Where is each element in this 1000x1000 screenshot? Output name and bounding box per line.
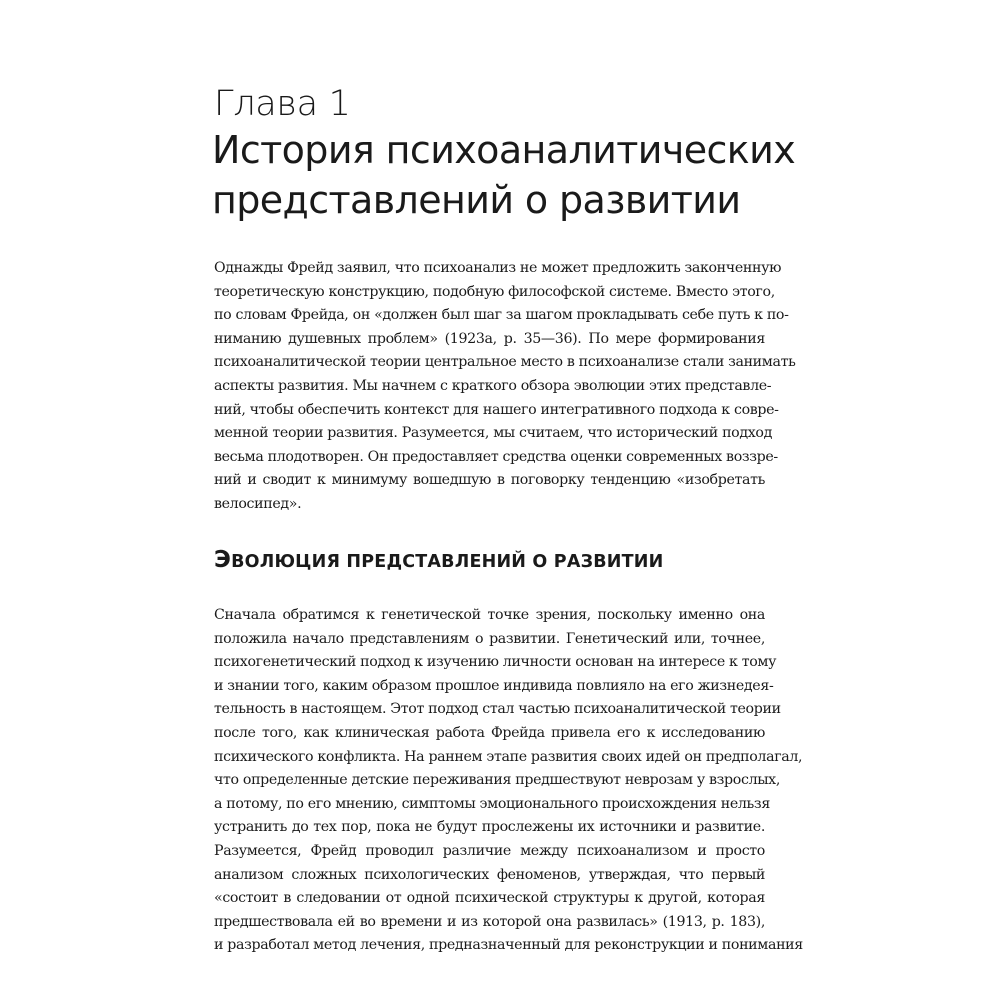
text-line: весьма плодотворен. Он предоставляет средства оценки современных воззре- — [214, 448, 778, 465]
text-line: а потому, по его мнению, симптомы эмоционального происхождения нельзя — [214, 795, 770, 812]
text-line: анализом сложных психологических феноменов, утверждая, что первый — [214, 866, 765, 883]
text-line: психогенетический подход к изучению личности основан на интересе к тому — [214, 654, 777, 671]
text-line: Однажды Фрейд заявил, что психоанализ не может предложить законченную — [214, 260, 782, 276]
text-line: устранить до тех пор, пока не будут прослежены их источники и развитие. — [214, 819, 765, 836]
chapter-title-line: История психоаналитических — [212, 128, 796, 172]
text-line: Разумеется, Фрейд проводил различие между психоанализом и просто — [214, 842, 765, 859]
text-line: Сначала обратимся к генетической точке зрения, поскольку именно она — [214, 607, 765, 623]
text-line: по словам Фрейда, он «должен был шаг за шагом прокладывать себе путь к по- — [214, 307, 789, 324]
text-line: ний и сводит к минимуму вошедшую в поговорку тенденцию «изобретать — [214, 472, 765, 489]
text-line: положила начало представлениям о развитии. Генетический или, точнее, — [214, 630, 765, 647]
text-line: психоаналитической теории центральное место в психоанализе стали занимать — [214, 354, 796, 371]
text-line: предшествовала ей во времени и из которой она развилась» (1913, р. 183), — [214, 913, 765, 930]
text-line: аспекты развития. Мы начнем с краткого обзора эволюции этих представле- — [214, 377, 772, 394]
text-line: что определенные детские переживания предшествуют неврозам у взрослых, — [214, 772, 780, 789]
text-line: психического конфликта. На раннем этапе развития своих идей он предполагал, — [214, 748, 803, 765]
text-line: после того, как клиническая работа Фрейда привела его к исследованию — [214, 724, 765, 741]
chapter-title — [212, 125, 796, 225]
section-heading — [214, 546, 663, 576]
text-line: ниманию душевных проблем» (1923а, р. 35—36). По мере формирования — [214, 330, 765, 347]
text-line: «состоит в следовании от одной психической структуры к другой, которая — [214, 890, 765, 907]
text-line: тельность в настоящем. Этот подход стал частью психоаналитической теории — [214, 701, 781, 718]
text-line: и разработал метод лечения, предназначенный для реконструкции и понимания — [214, 937, 803, 954]
text-line: менной теории развития. Разумеется, мы считаем, что исторический подход — [214, 425, 772, 442]
section-paragraph — [214, 604, 803, 958]
chapter-title-line: представлений о развитии — [212, 178, 741, 222]
text-line: ний, чтобы обеспечить контекст для нашего интегративного подхода к совре- — [214, 401, 779, 418]
section-heading-rest: ВОЛЮЦИЯ ПРЕДСТАВЛЕНИЙ О РАЗВИТИИ — [231, 552, 664, 572]
section-heading-initial: Э — [214, 547, 232, 573]
text-line: и знании того, каким образом прошлое индивида повлияло на его жизнедея- — [214, 677, 774, 694]
chapter-label: Глава 1 — [214, 84, 351, 124]
text-line: теоретическую конструкцию, подобную философской системе. Вместо этого, — [214, 283, 775, 300]
intro-paragraph — [214, 257, 796, 517]
text-line: велосипед». — [214, 495, 302, 512]
